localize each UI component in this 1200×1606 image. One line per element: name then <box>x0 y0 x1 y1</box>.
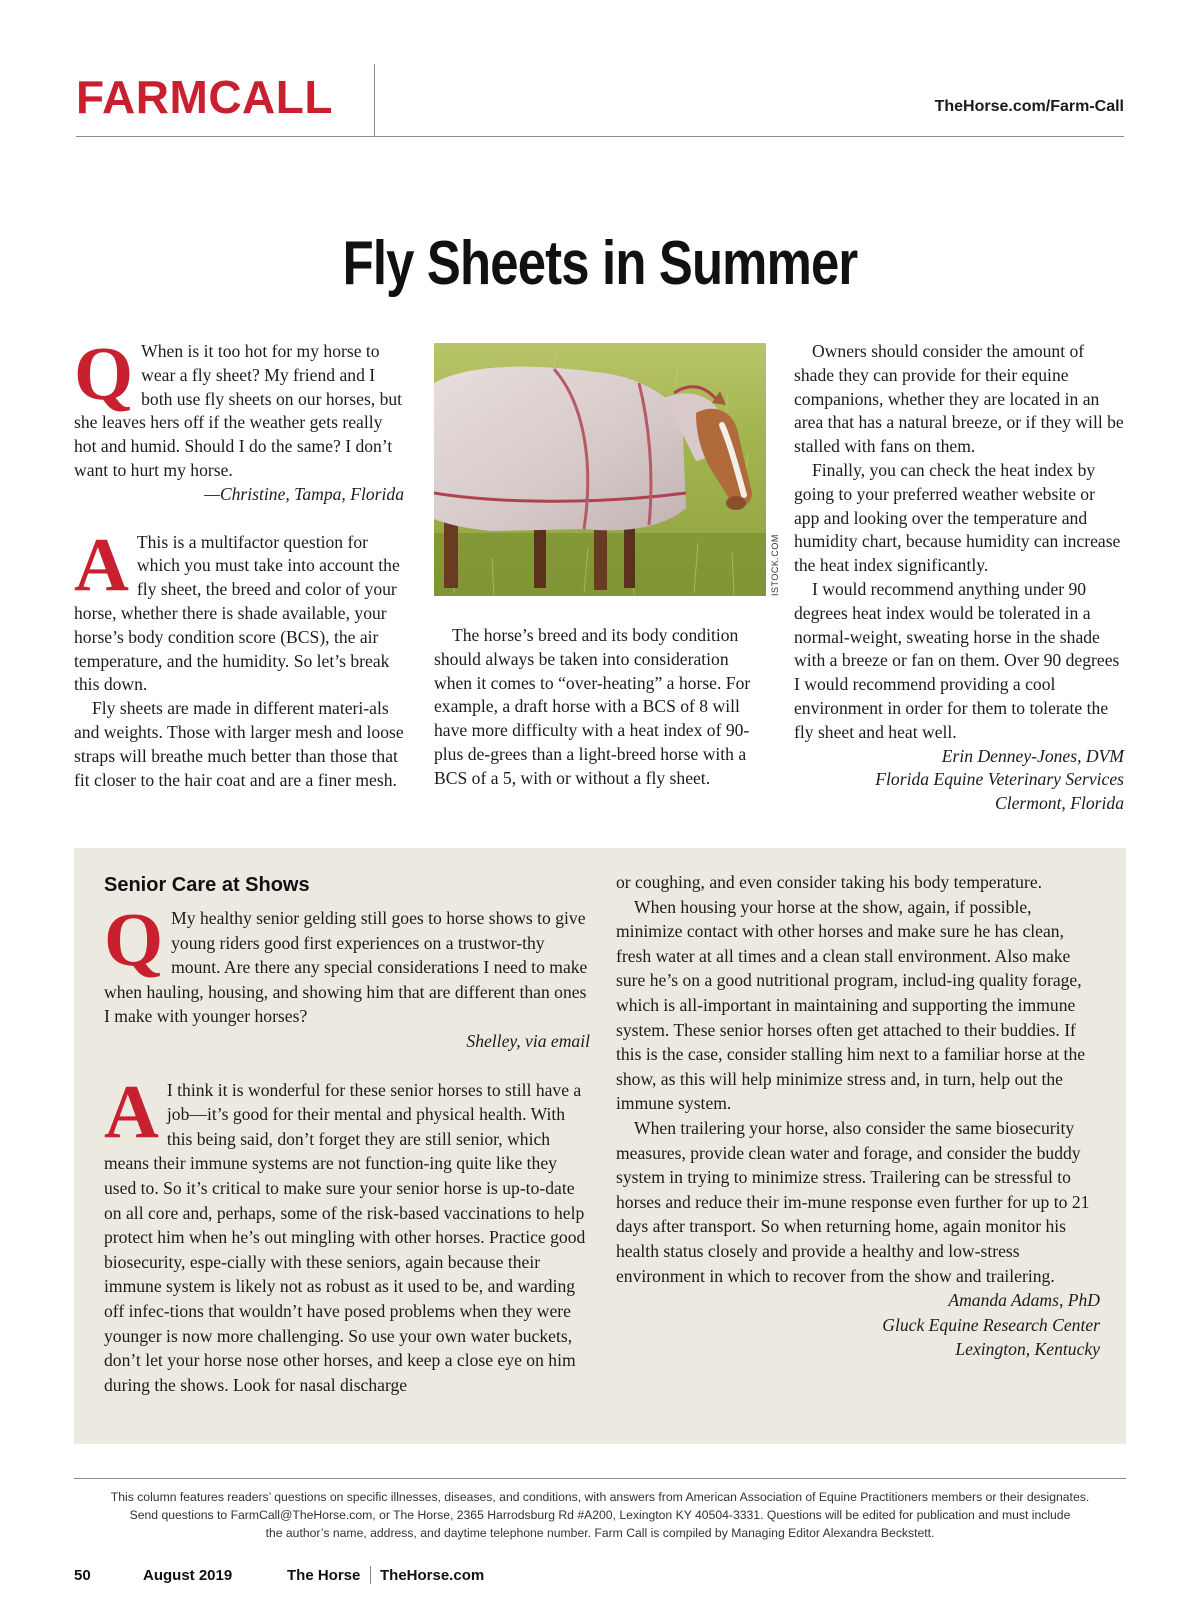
answer-paragraph: Finally, you can check the heat index by going to your preferred weather website or app and looking over the temperature and humidity chart, because humidity can increase the heat index significantly. <box>794 459 1121 576</box>
question-asker: —Christine, Tampa, Florida <box>204 483 404 504</box>
header-rule <box>76 136 1124 137</box>
q-drop-cap: Q <box>104 898 164 982</box>
q-drop-cap: Q <box>74 332 134 416</box>
sidebar-column-2 <box>616 870 1100 1362</box>
question-text: When is it too hot for my horse to wear a fly sheet? My friend and I both use fly sheets on our horses, but she leaves hers off if the weather gets really hot and humid. Should I do the same? I don’t want to hurt my horse. <box>74 341 403 480</box>
sidebar-answer-paragraph: or coughing, and even consider taking his body temperature. <box>616 872 1043 892</box>
sidebar-question-block <box>104 898 590 1054</box>
sidebar-column-1 <box>104 898 590 1397</box>
sidebar-author-name: Amanda Adams, PhD <box>948 1290 1100 1311</box>
answer-paragraph: The horse’s breed and its body condition should always be taken into consideration when it comes to “over-heating” a horse. For example, a draft horse with a BCS of 8 will have more difficulty with a heat index of 90-plus de-grees than a light-breed horse with a BCS of a 5, with or without a fly sheet. <box>434 625 751 788</box>
magazine-name: The Horse <box>287 1567 361 1584</box>
magazine-website[interactable]: TheHorse.com <box>380 1567 485 1584</box>
sidebar-question-text: My healthy senior gelding still goes to horse shows to give young riders good first experiences on a trustwor-thy mount. Are there any special considerations I need to make when hauling, housing, and showing him that are different than ones I make with younger horses? <box>104 908 588 1027</box>
sidebar-author-organization: Gluck Equine Research Center <box>882 1314 1100 1335</box>
header-divider <box>374 64 375 136</box>
footer-note-line: the author’s name, address, and daytime telephone number. Farm Call is compiled by Managing Editor Alexandra Beckstett. <box>265 1526 935 1540</box>
article-title: Fly Sheets in Summer <box>342 229 858 298</box>
article-column-1 <box>74 332 404 792</box>
page-number: 50 <box>74 1567 91 1584</box>
sidebar-author-location: Lexington, Kentucky <box>955 1339 1100 1360</box>
answer-paragraph: I would recommend anything under 90 degrees heat index would be tolerated in a normal-weight, sweating horse in the shade with a breeze or fan on them. Over 90 degrees I would recommend providing a cool environment in order for them to tolerate the fly sheet and heat well. <box>794 578 1120 742</box>
answer-paragraph: Fly sheets are made in different materi-als and weights. Those with larger mesh and loose straps will breathe much better than those that fit closer to the hair coat and are a finer mesh. <box>74 698 404 790</box>
horse-photo <box>434 343 766 596</box>
question-block <box>74 332 404 507</box>
answer-block <box>74 522 404 793</box>
footer-divider <box>370 1566 371 1584</box>
sidebar-answer-paragraph: When housing your horse at the show, again, if possible, minimize contact with other horses and make sure he has clean, fresh water at all times and a clean stall environment. Also make sure he’s on a good nutritional program, includ-ing quality forage, which is all-important in maintaining and supporting the immune system. These senior horses often get attached to their buddies. If this is the case, consider stalling him next to a familiar horse at the show, as this will help minimize stress and, in turn, help out the immune system. <box>616 896 1086 1114</box>
footer-note-line: Send questions to FarmCall@TheHorse.com, or The Horse, 2365 Harrodsburg Rd #A200, Lexington KY 40504-3331. Questions will be edited for publication and must include <box>129 1508 1071 1522</box>
article-column-3 <box>794 340 1124 816</box>
author-location: Clermont, Florida <box>994 793 1124 814</box>
sidebar-answer-paragraph: When trailering your horse, also consider the same biosecurity measures, provide clean water and forage, and consider the buddy system in trying to minimize stress. Trailering can be stressful to horses and reduce their im-mune response even further for up to 21 days after transport. So when returning home, again monitor his health status closely and provide a healthy and low-stress environment in which to recover from the show and trailering. <box>616 1117 1090 1286</box>
sidebar-title: Senior Care at Shows <box>104 874 310 896</box>
footer-note-line: This column features readers’ questions on specific illnesses, diseases, and conditions, with answers from American Association of Equine Practitioners members or their designates. <box>110 1490 1090 1504</box>
footer-note <box>74 1488 1126 1542</box>
answer-paragraph: This is a multifactor question for which you must take into account the fly sheet, the breed and color of your horse, whether there is shade available, your horse’s body condition score (BCS), the air temperature, and the humidity. So let’s break this down. <box>74 531 400 695</box>
author-organization: Florida Equine Veterinary Services <box>875 769 1124 790</box>
sidebar-asker: Shelley, via email <box>466 1030 590 1051</box>
photo-credit: ISTOCK.COM <box>770 534 780 596</box>
a-drop-cap: A <box>104 1069 159 1154</box>
issue-date: August 2019 <box>143 1567 233 1584</box>
footer-rule <box>74 1478 1126 1479</box>
sidebar-answer-block <box>104 1069 590 1398</box>
article-column-2 <box>434 624 764 791</box>
masthead-logo: FARMCALL <box>76 71 333 123</box>
sidebar-answer-paragraph: I think it is wonderful for these senior horses to still have a job—it’s good for their mental and physical health. With this being said, don’t forget they are still senior, which means their immune systems are not function-ing quite like they used to. So it’s critical to make sure your senior horse is up-to-date on all core and, perhaps, some of the risk-based vaccinations to help protect him when he’s out mingling with other horses. Practice good biosecurity, espe-cially with these seniors, again because their immune system is likely not as robust as it used to be, and warding off infec-tions that wouldn’t have posed problems when they were younger is now more challenging. So use your own water buckets, don’t let your horse nose other horses, and keep a close eye on him during the shows. Look for nasal discharge <box>104 1079 586 1395</box>
author-name: Erin Denney-Jones, DVM <box>941 745 1124 766</box>
a-drop-cap: A <box>74 522 129 607</box>
section-url[interactable]: TheHorse.com/Farm-Call <box>934 98 1124 115</box>
answer-paragraph: Owners should consider the amount of shade they can provide for their equine companions, whether they are located in an area that has a natural breeze, or if they will be stalled with fans on them. <box>794 341 1124 457</box>
